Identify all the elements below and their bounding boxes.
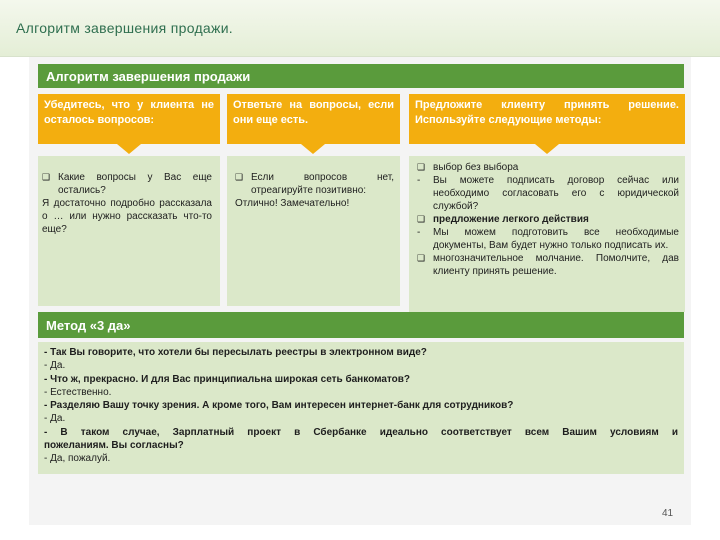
checkbox-bullet-icon: ❑ xyxy=(42,172,51,182)
list-item xyxy=(417,252,679,278)
dialog-line: - Естественно. xyxy=(44,386,112,398)
step-3-heading xyxy=(409,94,685,144)
section-title-algorithm: Алгоритм завершения продажи xyxy=(38,64,684,88)
panel-check-questions xyxy=(38,156,220,306)
checkbox-bullet-icon: ❑ xyxy=(417,162,426,172)
dialog-line: - Так Вы говорите, что хотели бы пересылать реестры в электронном виде? xyxy=(44,347,427,358)
callout-pointer xyxy=(117,144,141,154)
list-item xyxy=(417,174,679,213)
page-title: Алгоритм завершения продажи. xyxy=(16,20,233,36)
dialog-line: - В таком случае, Зарплатный проект в Сбербанке идеально соответствует всем Вашим условиям и xyxy=(44,426,678,438)
step-2-text: Ответьте на вопросы, если они еще есть. xyxy=(233,99,394,126)
method-text: многозначительное молчание. Помолчите, дав клиенту принять решение. xyxy=(433,253,679,277)
list-item xyxy=(417,226,679,252)
method-example: Мы можем подготовить все необходимые документы, Вам будет нужно только подписать их. xyxy=(433,227,679,251)
step-1-text: Убедитесь, что у клиента не осталось вопросов: xyxy=(44,99,214,126)
step-2-heading xyxy=(227,94,400,144)
list-item xyxy=(417,213,679,226)
callout-pointer xyxy=(535,144,559,154)
dialog-example xyxy=(38,342,684,474)
checkbox-bullet-icon: ❑ xyxy=(235,172,244,182)
dash-bullet: - xyxy=(417,175,421,186)
checkbox-bullet-icon: ❑ xyxy=(417,214,426,224)
dialog-line: - Да. xyxy=(44,413,66,425)
dialog-line: - Разделяю Вашу точку зрения. А кроме того, Вам интересен интернет-банк для сотрудников? xyxy=(44,400,514,412)
list-item xyxy=(417,161,679,174)
dialog-line: - Да. xyxy=(44,360,66,372)
panel-question: Какие вопросы у Вас еще остались? xyxy=(58,172,212,196)
panel-text: Я достаточно подробно рассказала о … или нужно рассказать что-то еще? xyxy=(42,198,212,235)
step-3-text: Предложите клиенту принять решение. Используйте следующие методы: xyxy=(415,99,679,126)
dialog-line: - Да, пожалуй. xyxy=(44,453,111,465)
page-number: 41 xyxy=(662,508,674,519)
panel-text: Отлично! Замечательно! xyxy=(235,198,350,209)
panel-answer-questions xyxy=(227,156,400,306)
method-text: предложение легкого действия xyxy=(433,214,589,225)
method-example: Вы можете подписать договор сейчас или необходимо согласовать его с юридической службой? xyxy=(433,175,679,212)
panel-question: Если вопросов нет, отреагируйте позитивно: xyxy=(251,172,394,196)
dialog-line: - Что ж, прекрасно. И для Вас принципиальна широкая сеть банкоматов? xyxy=(44,373,411,385)
checkbox-bullet-icon: ❑ xyxy=(417,253,426,263)
callout-pointer xyxy=(301,144,325,154)
dialog-line: пожеланиям. Вы согласны? xyxy=(44,440,184,452)
panel-decision-methods xyxy=(409,156,685,312)
method-text: выбор без выбора xyxy=(433,162,519,173)
step-1-heading xyxy=(38,94,220,144)
section-title-three-yes: Метод «3 да» xyxy=(38,312,684,338)
dash-bullet: - xyxy=(417,227,421,238)
